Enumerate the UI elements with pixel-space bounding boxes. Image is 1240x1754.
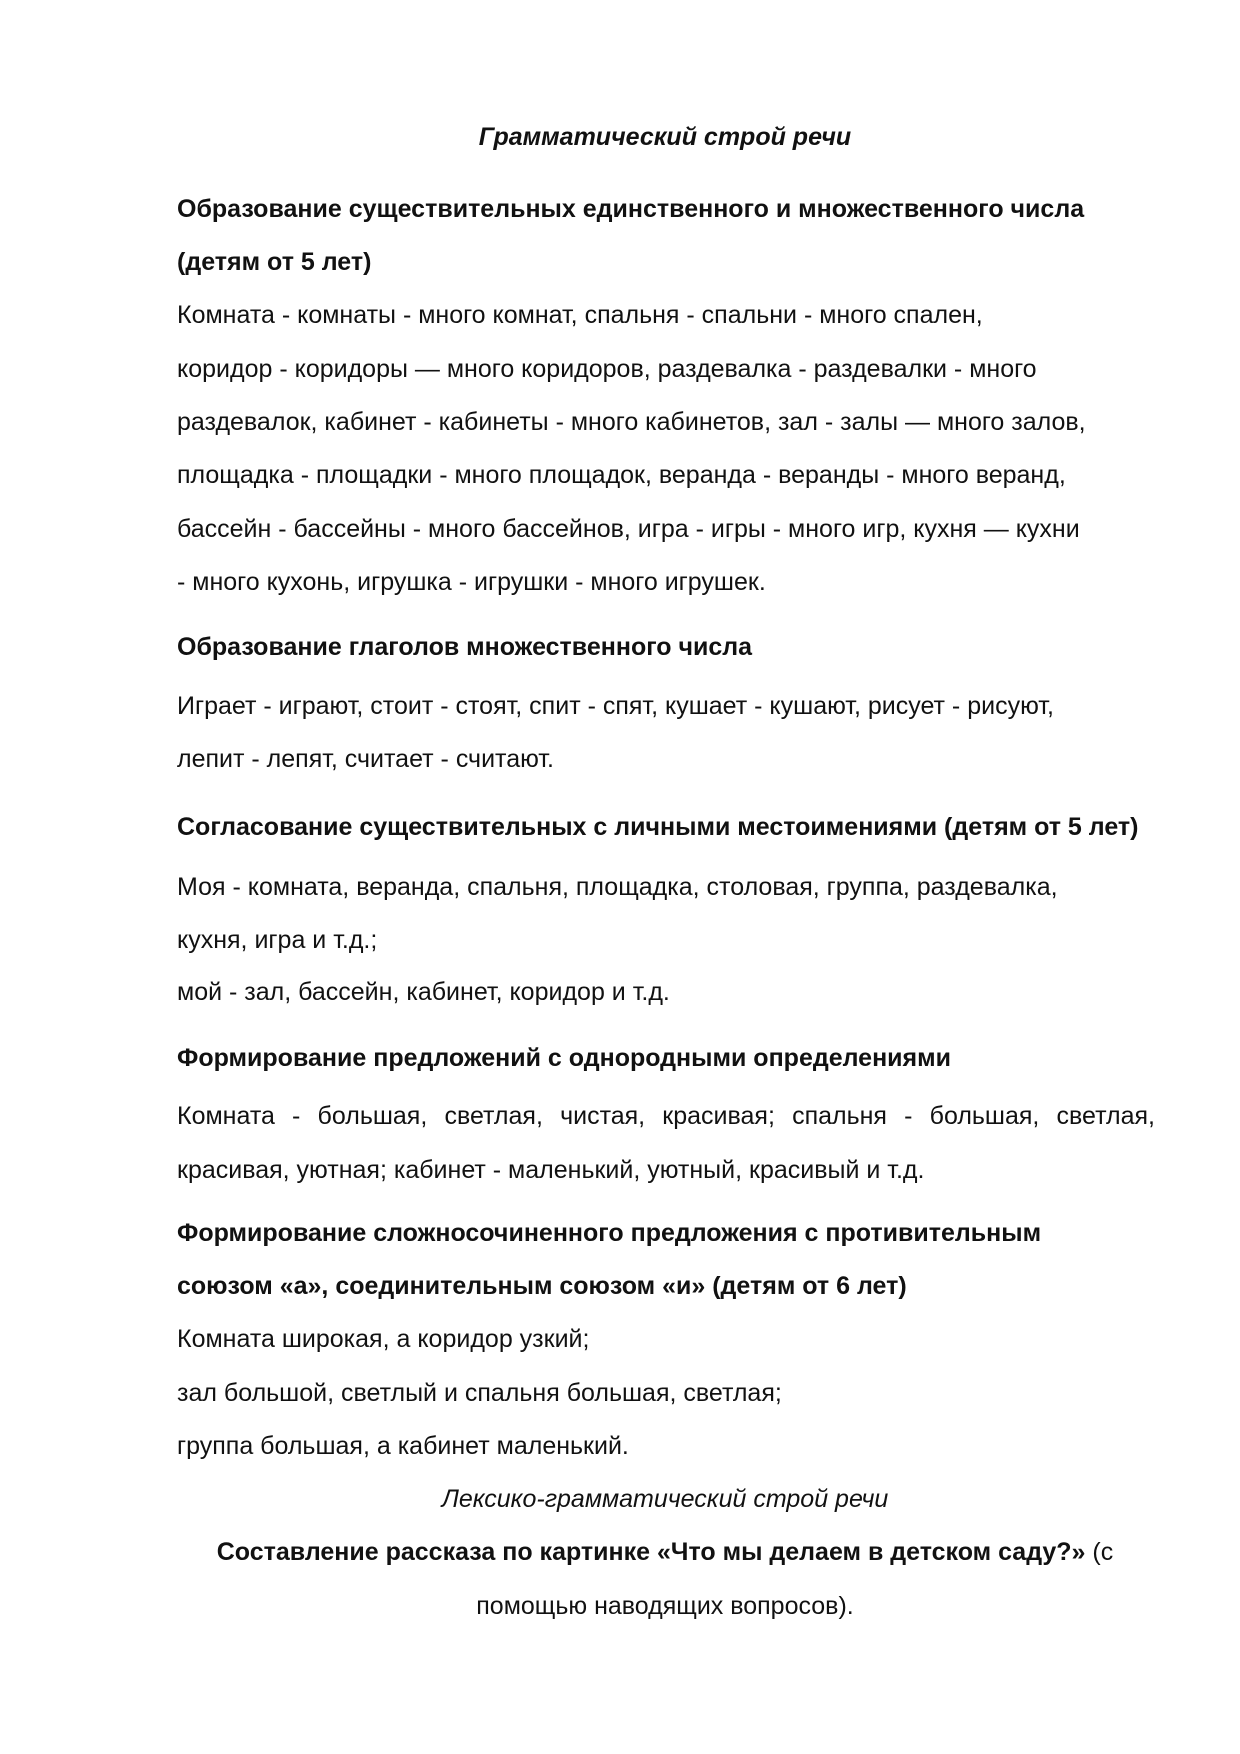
- section3-text-line: мой - зал, бассейн, кабинет, коридор и т.д.: [177, 978, 670, 1006]
- section2-text-line: Играет - играют, стоит - стоят, спит - спят, кушает - кушают, рисует - рисуют,: [177, 692, 1054, 720]
- section1-text-line: коридор - коридоры — много коридоров, раздевалка - раздевалки - много: [177, 355, 1037, 383]
- section5-heading-line2: союзом «а», соединительным союзом «и» (детям от 6 лет): [177, 1272, 907, 1300]
- section5-heading-line1: Формирование сложносочиненного предложения с противительным: [177, 1219, 1042, 1247]
- section1-heading-line2: (детям от 5 лет): [177, 248, 372, 276]
- section1-text-line: раздевалок, кабинет - кабинеты - много кабинетов, зал - залы — много залов,: [177, 408, 1086, 436]
- section4-heading: Формирование предложений с однородными определениями: [177, 1044, 951, 1072]
- section5-text-line: Комната широкая, а коридор узкий;: [177, 1325, 590, 1353]
- section6-line2: помощью наводящих вопросов).: [476, 1592, 854, 1620]
- section6-heading-bold: Составление рассказа по картинке «Что мы делаем в детском саду?»: [216, 1538, 1086, 1566]
- section3-text-line: кухня, игра и т.д.;: [177, 926, 378, 954]
- section4-text-line: Комната - большая, светлая, чистая, красивая; спальня - большая, светлая,: [177, 1102, 1155, 1130]
- section6-subtitle: Лексико-грамматический строй речи: [441, 1485, 889, 1513]
- section1-text-line: бассейн - бассейны - много бассейнов, игра - игры - много игр, кухня — кухни: [177, 515, 1080, 543]
- section5-text-line: группа большая, а кабинет маленький.: [177, 1432, 629, 1460]
- section3-heading: Согласование существительных с личными местоимениями (детям от 5 лет): [177, 813, 1139, 841]
- section2-text-line: лепит - лепят, считает - считают.: [177, 745, 554, 773]
- section1-text-line: - много кухонь, игрушка - игрушки - много игрушек.: [177, 568, 766, 596]
- section6-heading-rest: (с: [1085, 1538, 1114, 1566]
- document-title: Грамматический строй речи: [478, 123, 852, 151]
- section4-text-line: красивая, уютная; кабинет - маленький, уютный, красивый и т.д.: [177, 1156, 925, 1184]
- section1-heading-line1: Образование существительных единственного и множественного числа: [177, 195, 1085, 223]
- section3-text-line: Моя - комната, веранда, спальня, площадка, столовая, группа, раздевалка,: [177, 873, 1058, 901]
- section5-text-line: зал большой, светлый и спальня большая, светлая;: [177, 1379, 782, 1407]
- section1-text-line: Комната - комнаты - много комнат, спальня - спальни - много спален,: [177, 301, 983, 329]
- section1-text-line: площадка - площадки - много площадок, веранда - веранды - много веранд,: [177, 461, 1066, 489]
- section2-heading: Образование глаголов множественного числа: [177, 633, 753, 661]
- section6-heading: [0, 1537, 1240, 1567]
